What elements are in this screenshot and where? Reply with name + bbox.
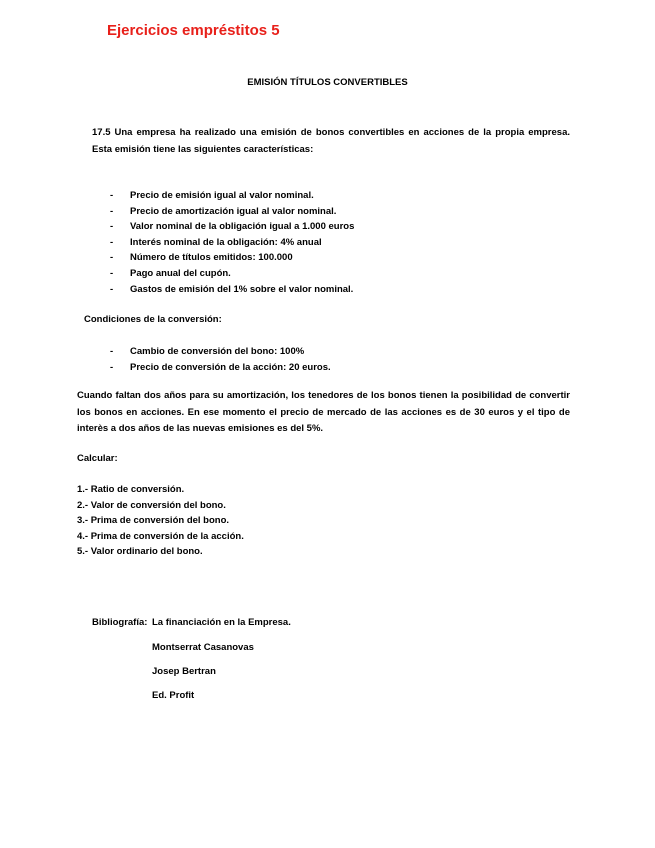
list-bullet: - xyxy=(110,267,114,279)
list-bullet: - xyxy=(110,283,114,295)
list-item-text: Precio de conversión de la acción: 20 euros. xyxy=(130,361,331,373)
list-item xyxy=(110,282,354,298)
question-item: 5.- Valor ordinario del bono. xyxy=(77,546,203,557)
list-item xyxy=(110,204,354,220)
list-item-text: Valor nominal de la obligación igual a 1.000 euros xyxy=(130,221,355,233)
list-item-text: Precio de amortización igual al valor nominal. xyxy=(130,205,337,217)
list-item-text: Interés nominal de la obligación: 4% anual xyxy=(130,236,322,248)
list-bullet: - xyxy=(110,221,114,233)
list-bullet: - xyxy=(110,190,114,201)
list-item xyxy=(110,219,354,235)
exercise-intro-paragraph: 17.5 Una empresa ha realizado una emisión de bonos convertibles en acciones de la propia empresa. Esta emisión tiene las siguientes características: xyxy=(92,127,570,155)
calculate-label: Calcular: xyxy=(77,453,118,464)
conditions-list xyxy=(110,344,331,375)
section-heading: EMISIÓN TÍTULOS CONVERTIBLES xyxy=(247,77,408,88)
list-item xyxy=(110,250,354,266)
conversion-conditions-label: Condiciones de la conversión: xyxy=(84,314,222,325)
list-item-text: Precio de emisión igual al valor nominal. xyxy=(130,190,314,201)
document-header-title: Ejercicios empréstitos 5 xyxy=(107,22,280,39)
bibliography-title: La financiación en la Empresa. xyxy=(152,617,291,628)
list-item xyxy=(110,188,354,204)
list-bullet: - xyxy=(110,236,114,248)
scenario-paragraph: Cuando faltan dos años para su amortización, los tenedores de los bonos tienen la posibilidad de convertir los bonos en acciones. En ese momento el precio de mercado de las acciones es de 30 euros y el tipo de interès a dos años de las nuevas emisiones es del 5%. xyxy=(77,390,570,434)
question-item: 3.- Prima de conversión del bono. xyxy=(77,515,230,526)
list-bullet: - xyxy=(110,346,114,357)
list-item xyxy=(110,344,331,360)
list-item xyxy=(110,266,354,282)
features-list xyxy=(110,188,354,297)
list-bullet: - xyxy=(110,252,114,264)
bibliography-author: Josep Bertran xyxy=(152,666,216,677)
question-item: 2.- Valor de conversión del bono. xyxy=(77,499,226,511)
bibliography-author: Montserrat Casanovas xyxy=(152,642,254,653)
list-item xyxy=(110,235,354,251)
list-item-text: Pago anual del cupón. xyxy=(130,267,231,279)
list-item-text: Cambio de conversión del bono: 100% xyxy=(130,346,305,357)
question-item: 4.- Prima de conversión de la acción. xyxy=(77,530,244,542)
bibliography-publisher: Ed. Profit xyxy=(152,690,195,701)
list-item xyxy=(110,360,331,376)
list-item-text: Número de títulos emitidos: 100.000 xyxy=(130,252,293,264)
bibliography-label: Bibliografía: xyxy=(92,617,148,628)
list-item-text: Gastos de emisión del 1% sobre el valor nominal. xyxy=(130,283,354,295)
list-bullet: - xyxy=(110,361,114,373)
question-item: 1.- Ratio de conversión. xyxy=(77,484,185,495)
list-bullet: - xyxy=(110,205,114,217)
questions-list xyxy=(77,482,244,560)
